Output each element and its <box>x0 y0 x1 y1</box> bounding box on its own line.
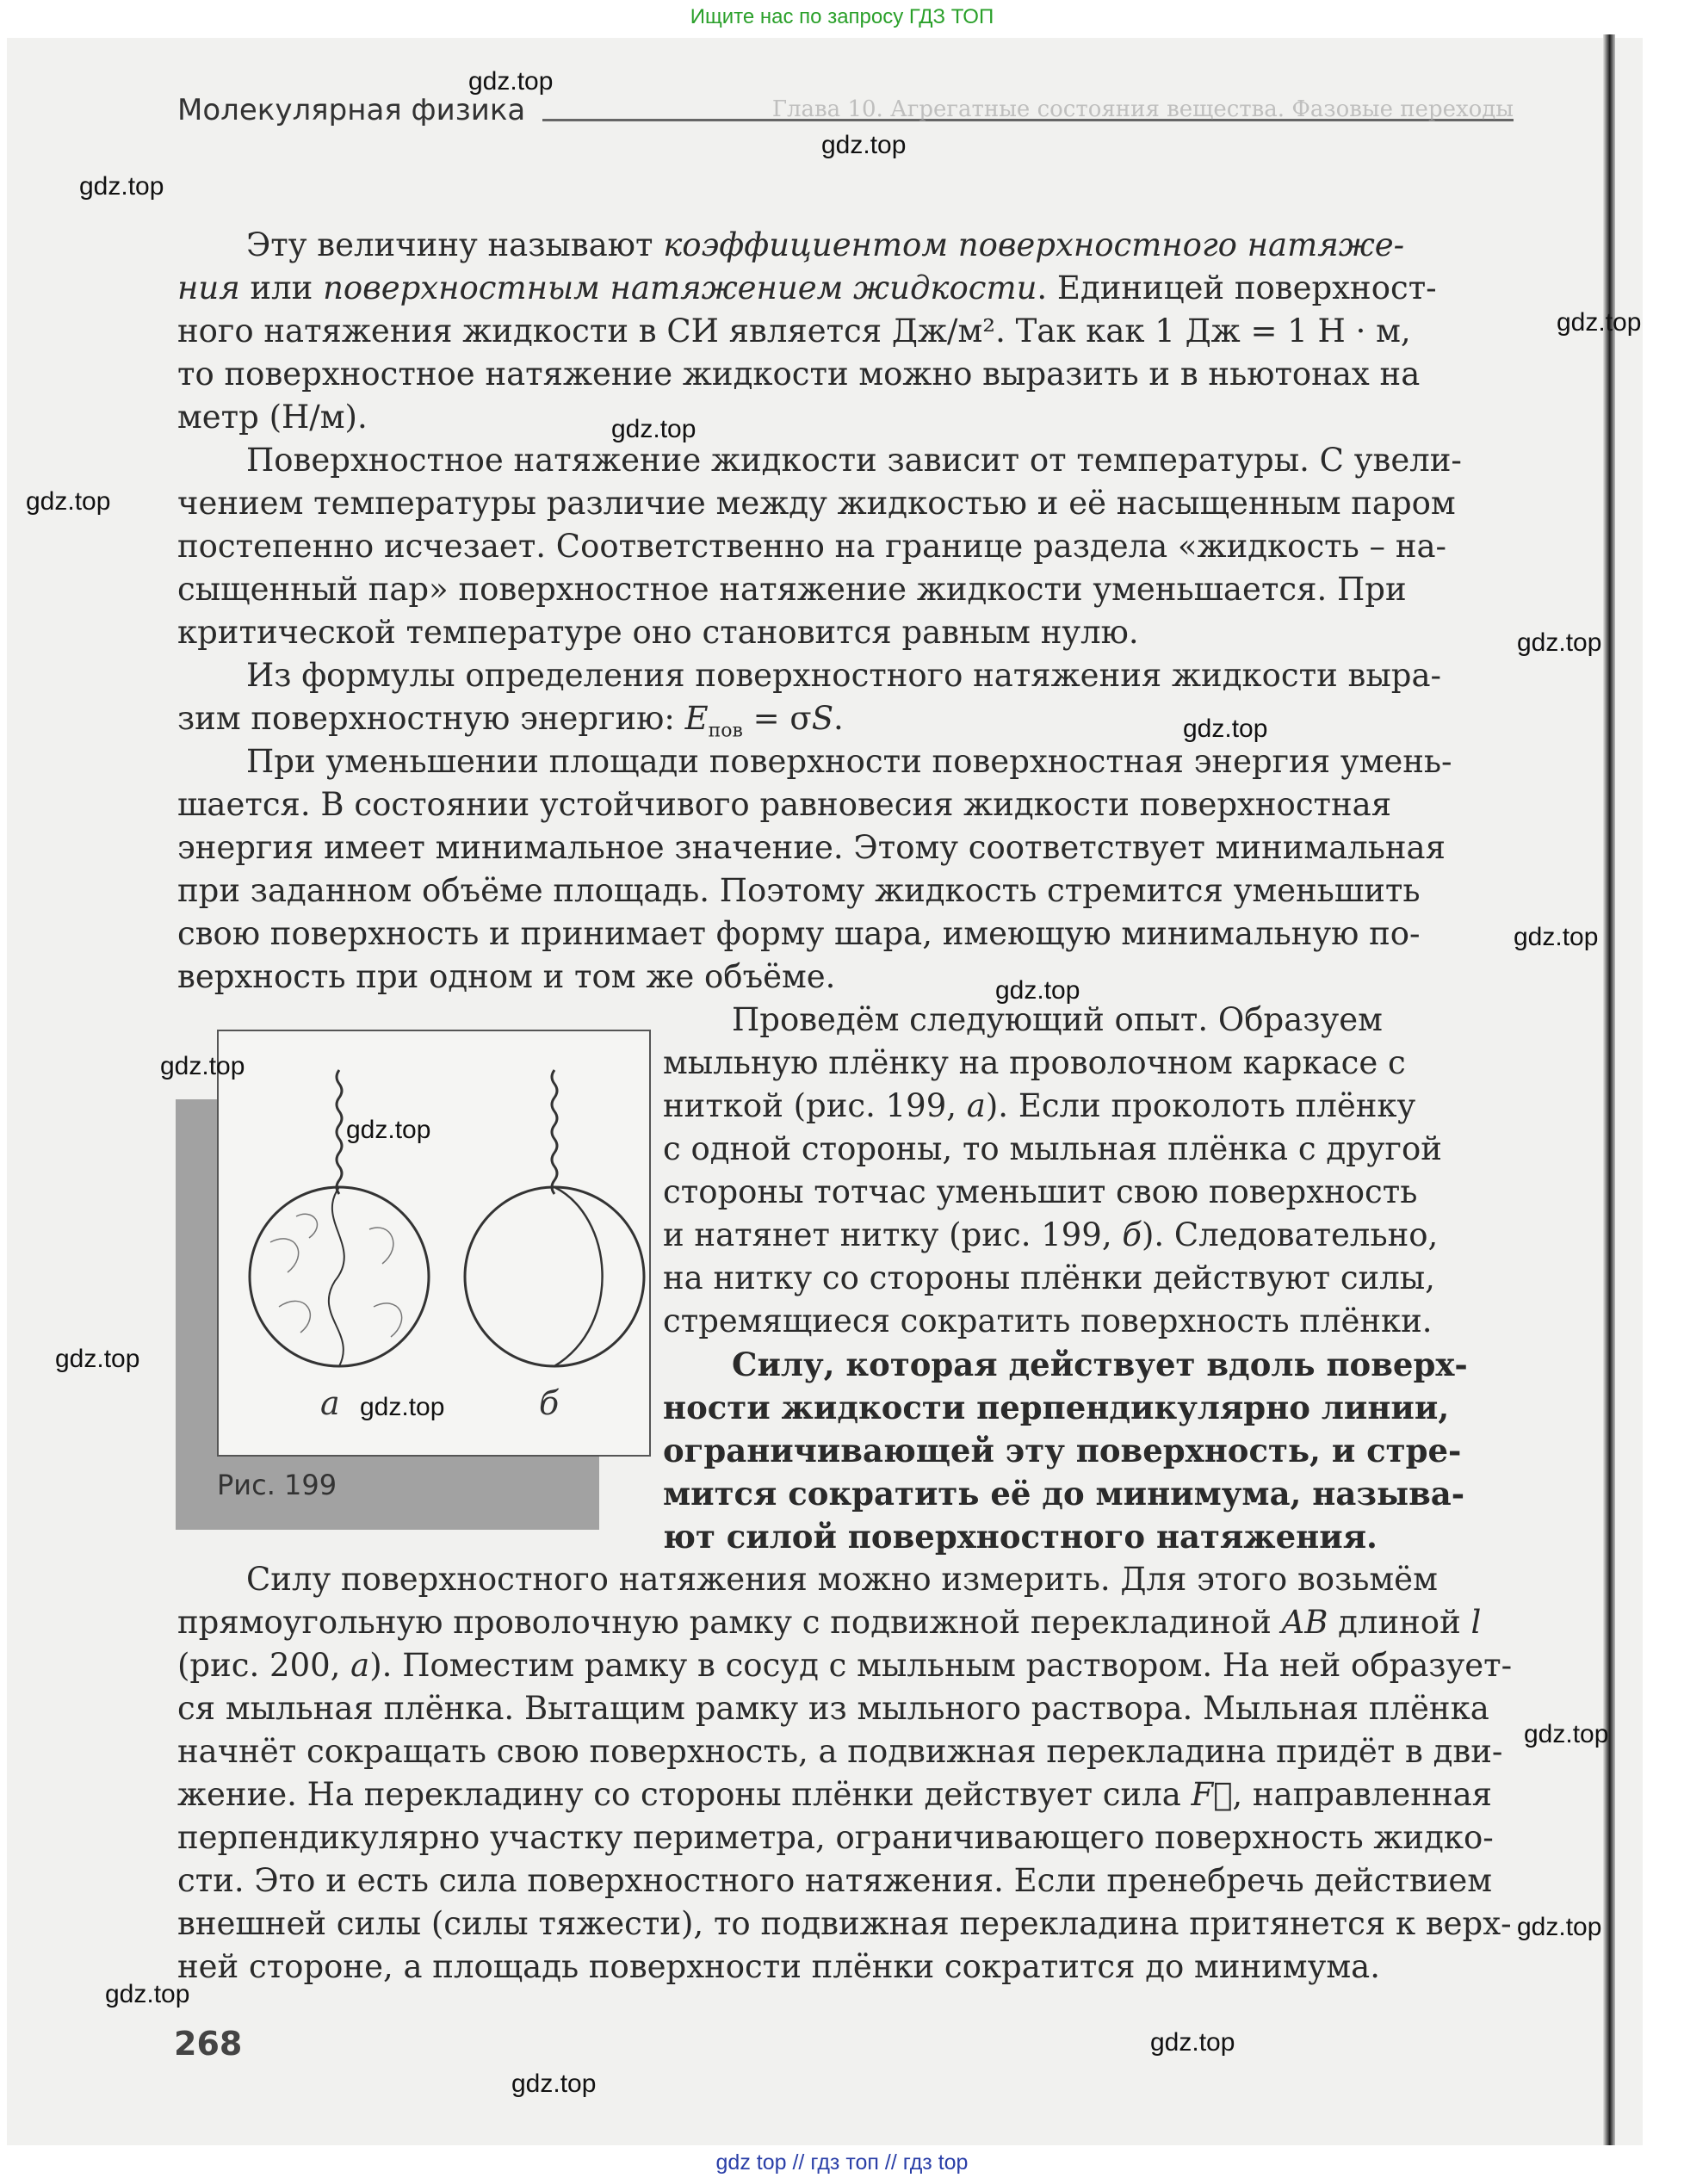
text-line: и натянет нитку (рис. 199, б). Следовательно, <box>663 1216 1439 1253</box>
text-line: ней стороне, а площадь поверхности плёнки сократится до минимума. <box>177 1948 1380 1985</box>
definition-line: ности жидкости перпендикулярно линии, <box>663 1389 1450 1426</box>
soap-film-illustration <box>219 1031 649 1455</box>
watermark: gdz.top <box>79 172 164 201</box>
text-line: При уменьшении площади поверхности поверхностная энергия умень- <box>246 743 1452 780</box>
text-line: свою поверхность и принимает форму шара, имеющую минимальную по- <box>177 915 1421 952</box>
definition-line: Силу, которая действует вдоль поверх- <box>732 1346 1468 1383</box>
text-line: перпендикулярно участку периметра, ограничивающего поверхность жидко- <box>177 1819 1494 1856</box>
text-line: сти. Это и есть сила поверхностного натяжения. Если пренебречь действием <box>177 1862 1493 1899</box>
text-line: мыльную плёнку на проволочном каркасе с <box>663 1044 1406 1081</box>
text-line: ниткой (рис. 199, а). Если проколоть плёнку <box>663 1087 1416 1124</box>
text-line: зим поверхностную энергию: $E_{пов} = \sigma S$. <box>177 700 844 742</box>
page-number: 268 <box>174 2025 243 2063</box>
top-banner[interactable]: Ищите нас по запросу ГДЗ ТОП <box>690 5 994 28</box>
watermark: gdz.top <box>360 1393 445 1421</box>
text-line: жение. На перекладину со стороны плёнки действует сила F⃗, направленная <box>177 1776 1493 1813</box>
text-line: стремящиеся сократить поверхность плёнки. <box>663 1302 1433 1339</box>
text-line: начнёт сокращать свою поверхность, а подвижная перекладина придёт в дви- <box>177 1733 1503 1770</box>
watermark: gdz.top <box>160 1052 245 1080</box>
text-line: метр (Н/м). <box>177 399 368 436</box>
text-line: Эту величину называют коэффициентом поверхностного натяже- <box>246 226 1405 263</box>
running-header-chapter: Глава 10. Агрегатные состояния вещества. Фазовые переходы <box>771 96 1514 122</box>
watermark: gdz.top <box>1517 1913 1602 1941</box>
text-line: с одной стороны, то мыльная плёнка с другой <box>663 1130 1442 1167</box>
definition-line: ограничивающей эту поверхность, и стре- <box>663 1432 1462 1469</box>
wire-frame-a <box>250 1070 429 1366</box>
wire-frame-b <box>465 1070 644 1366</box>
text-line: энергия имеет минимальное значение. Этому соответствует минимальная <box>177 829 1446 866</box>
watermark: gdz.top <box>611 415 697 443</box>
watermark: gdz.top <box>26 487 111 516</box>
watermark: gdz.top <box>1514 923 1599 951</box>
text-line: стороны тотчас уменьшит свою поверхность <box>663 1173 1418 1210</box>
watermark: gdz.top <box>821 131 907 159</box>
watermark: gdz.top <box>995 976 1080 1005</box>
text-line: верхность при одном и том же объёме. <box>177 958 836 995</box>
text-line: (рис. 200, а). Поместим рамку в сосуд с мыльным раствором. На ней образует- <box>177 1647 1513 1684</box>
text-line: ния или поверхностным натяжением жидкости. Единицей поверхност- <box>177 269 1437 306</box>
watermark: gdz.top <box>468 67 554 96</box>
text-line: критической температуре оно становится равным нулю. <box>177 614 1139 651</box>
text-line: постепенно исчезает. Соответственно на границе раздела «жидкость – на- <box>177 528 1447 565</box>
bottom-banner[interactable]: gdz top // гдз топ // гдз top <box>715 2150 969 2175</box>
definition-line: ют силой поверхностного натяжения. <box>663 1518 1378 1556</box>
text-line: при заданном объёме площадь. Поэтому жидкость стремится уменьшить <box>177 872 1421 909</box>
figure-caption: Рис. 199 <box>217 1469 337 1501</box>
watermark: gdz.top <box>105 1980 190 2008</box>
page-binding-edge <box>1603 34 1615 2145</box>
watermark: gdz.top <box>1517 628 1602 657</box>
text-line: прямоугольную проволочную рамку с подвижной перекладиной AB длиной l <box>177 1604 1482 1641</box>
text-line: ного натяжения жидкости в СИ является Дж/м². Так как 1 Дж = 1 Н · м, <box>177 312 1411 350</box>
text-line: внешней силы (силы тяжести), то подвижная перекладина притянется к верх- <box>177 1905 1512 1942</box>
watermark: gdz.top <box>1150 2028 1235 2057</box>
watermark: gdz.top <box>1183 715 1268 743</box>
text-line: Проведём следующий опыт. Образуем <box>732 1001 1383 1038</box>
watermark: gdz.top <box>511 2070 597 2098</box>
text-line: Поверхностное натяжение жидкости зависит от температуры. С увели- <box>246 442 1462 479</box>
text-line: Из формулы определения поверхностного натяжения жидкости выра- <box>246 657 1442 694</box>
text-line: на нитку со стороны плёнки действуют силы, <box>663 1259 1435 1296</box>
text-line: то поверхностное натяжение жидкости можно выразить и в ньютонах на <box>177 356 1421 393</box>
text-line: чением температуры различие между жидкостью и её насыщенным паром <box>177 485 1456 522</box>
watermark: gdz.top <box>1557 308 1642 337</box>
text-line: ся мыльная плёнка. Вытащим рамку из мыльного раствора. Мыльная плёнка <box>177 1690 1489 1727</box>
text-line: сыщенный пар» поверхностное натяжение жидкости уменьшается. При <box>177 571 1407 608</box>
text-line: шается. В состоянии устойчивого равновесия жидкости поверхностная <box>177 786 1392 823</box>
watermark: gdz.top <box>1524 1720 1609 1748</box>
running-header-section: Молекулярная физика <box>177 93 526 127</box>
figure-label-a: а <box>320 1384 340 1422</box>
text-line: Силу поверхностного натяжения можно измерить. Для этого возьмём <box>246 1561 1438 1598</box>
figure-label-b: б <box>539 1384 560 1422</box>
watermark: gdz.top <box>55 1345 140 1373</box>
definition-line: мится сократить её до минимума, называ- <box>663 1475 1465 1513</box>
watermark: gdz.top <box>346 1116 431 1144</box>
